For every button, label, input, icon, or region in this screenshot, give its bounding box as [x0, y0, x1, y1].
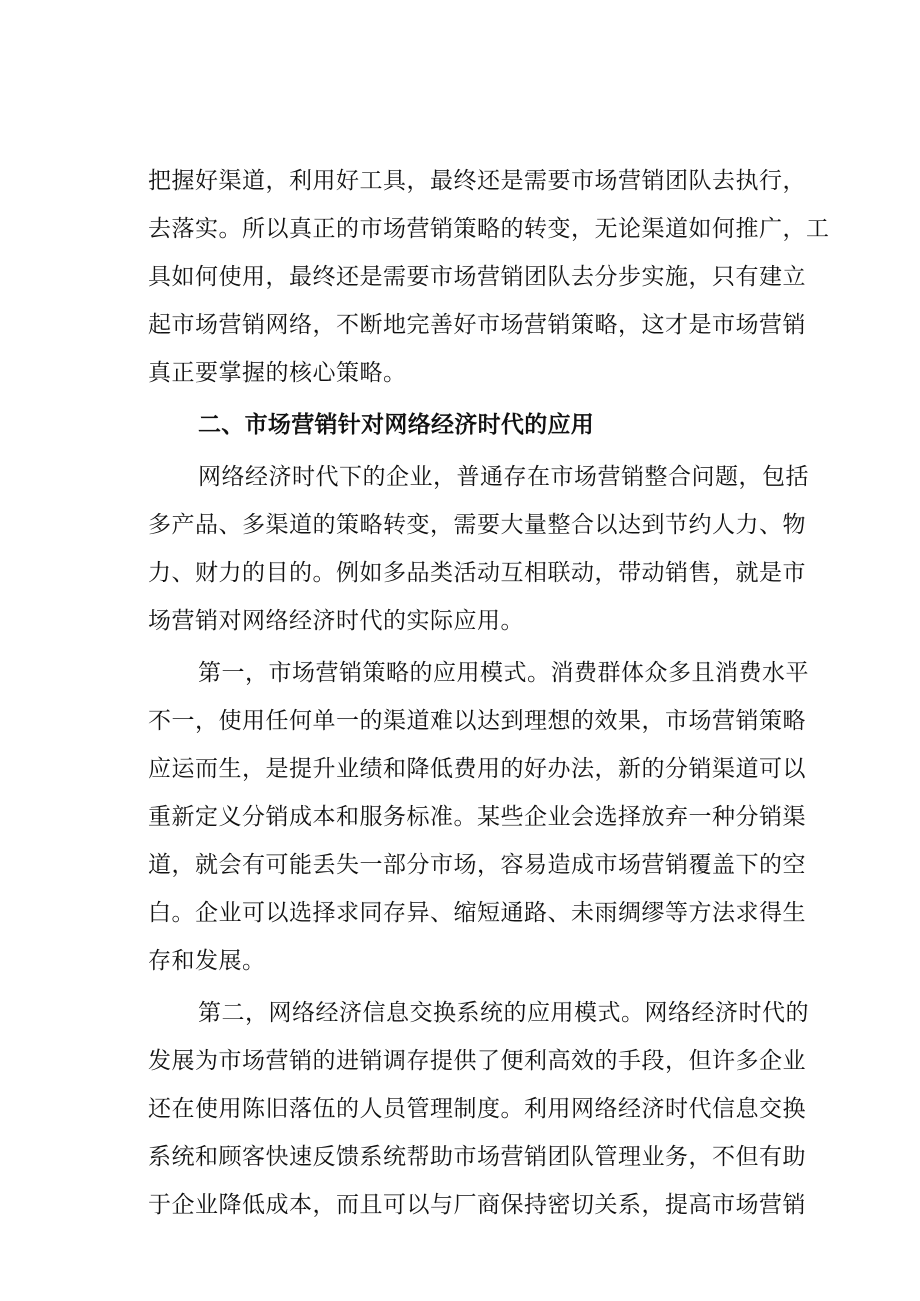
paragraph-intro [148, 453, 809, 645]
text-line: 还在使用陈旧落伍的人员管理制度。利用网络经济时代信息交换 [148, 1096, 806, 1122]
text-line: 道，就会有可能丢失一部分市场，容易造成市场营销覆盖下的空 [148, 852, 806, 878]
text-line: 场营销对网络经济时代的实际应用。 [148, 608, 524, 634]
text-line: 重新定义分销成本和服务标准。某些企业会选择放弃一种分销渠 [148, 804, 806, 830]
section-heading: 二、市场营销针对网络经济时代的应用 [198, 412, 595, 438]
text-line: 具如何使用，最终还是需要市场营销团队去分步实施，只有建立 [148, 264, 806, 290]
paragraph-second-mode [148, 989, 809, 1229]
text-line: 不一，使用任何单一的渠道难以达到理想的效果，市场营销策略 [148, 708, 806, 734]
text-line: 力、财力的目的。例如多品类活动互相联动，带动销售，就是市 [148, 560, 806, 586]
text-line: 第一，市场营销策略的应用模式。消费群体众多且消费水平 [198, 660, 809, 686]
paragraph-first-mode [148, 649, 809, 985]
text-line: 网络经济时代下的企业，普通存在市场营销整合问题，包括 [198, 464, 809, 490]
text-line: 应运而生，是提升业绩和降低费用的好办法，新的分销渠道可以 [148, 756, 806, 782]
text-line: 第二，网络经济信息交换系统的应用模式。网络经济时代的 [198, 1000, 809, 1026]
text-line: 把握好渠道，利用好工具，最终还是需要市场营销团队去执行， [148, 168, 806, 194]
text-line: 去落实。所以真正的市场营销策略的转变，无论渠道如何推广，工 [148, 216, 830, 242]
text-line: 存和发展。 [148, 948, 266, 974]
text-line: 多产品、多渠道的策略转变，需要大量整合以达到节约人力、物 [148, 512, 806, 538]
document-page [148, 157, 830, 1229]
text-line: 真正要掌握的核心策略。 [148, 360, 407, 386]
paragraph-continuation [148, 157, 830, 397]
text-line: 于企业降低成本，而且可以与厂商保持密切关系，提高市场营销 [148, 1192, 806, 1218]
text-line: 起市场营销网络，不断地完善好市场营销策略，这才是市场营销 [148, 312, 806, 338]
text-line: 白。企业可以选择求同存异、缩短通路、未雨绸缪等方法求得生 [148, 900, 806, 926]
text-line: 发展为市场营销的进销调存提供了便利高效的手段，但许多企业 [148, 1048, 806, 1074]
text-line: 系统和顾客快速反馈系统帮助市场营销团队管理业务，不但有助 [148, 1144, 806, 1170]
